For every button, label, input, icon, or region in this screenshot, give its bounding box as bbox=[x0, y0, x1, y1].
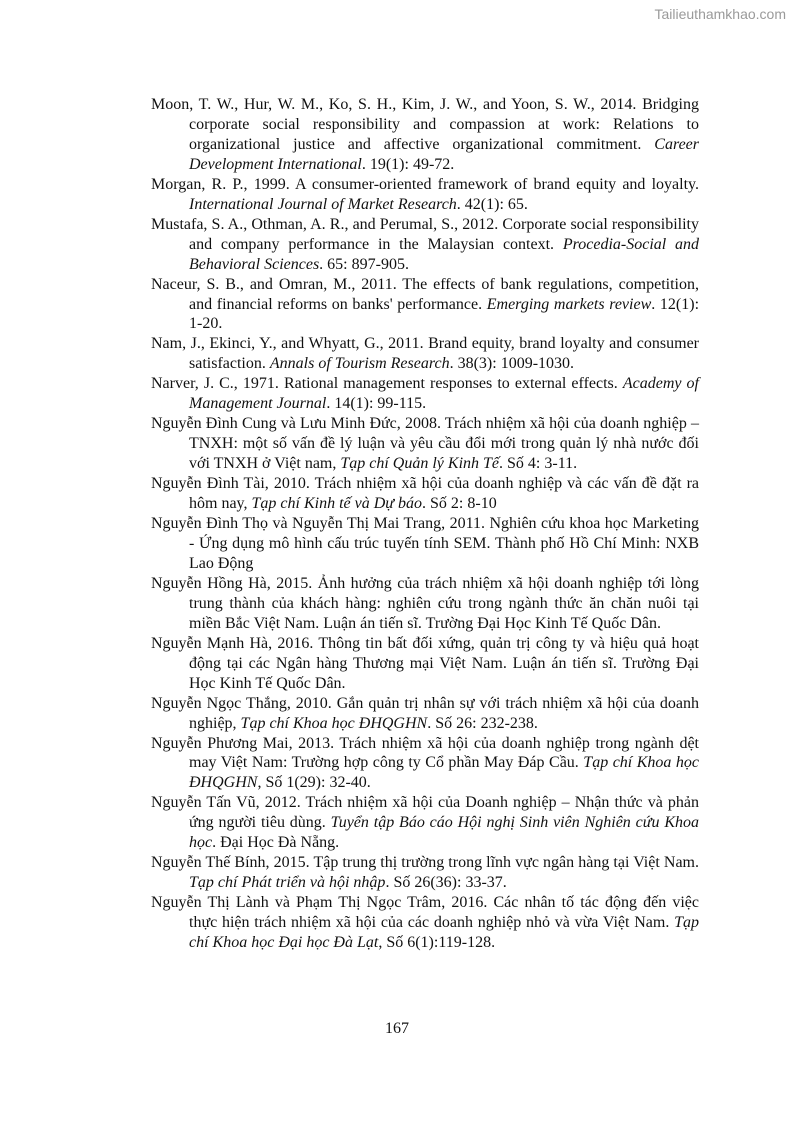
reference-text: , Số 1(29): 32-40. bbox=[257, 774, 371, 792]
reference-entry bbox=[151, 275, 699, 335]
reference-text: Nguyễn Phương Mai, 2013. Trách nhiệm xã hội của doanh nghiệp trong ngành dệt may Việt Nam: Trường hợp công ty Cổ phần May Đáp Cầu. bbox=[151, 734, 699, 772]
reference-text: Nguyễn Mạnh Hà, 2016. Thông tin bất đối xứng, quản trị công ty và hiệu quả hoạt động tại các Ngân hàng Thương mại Việt Nam. Luận án tiến sĩ. Trường Đại Học Kinh Tế Quốc Dân. bbox=[151, 634, 699, 692]
reference-entry bbox=[151, 374, 699, 414]
reference-text: . Số 26: 232-238. bbox=[427, 714, 538, 732]
reference-text: Nguyễn Thế Bính, 2015. Tập trung thị trường trong lĩnh vực ngân hàng tại Việt Nam. bbox=[151, 854, 699, 872]
reference-source-title: Tuyển tập Báo cáo Hội nghị Sinh viên Nghiên cứu Khoa học bbox=[189, 814, 700, 852]
reference-source-title: Career Development International bbox=[189, 135, 699, 173]
reference-text: Naceur, S. B., and Omran, M., 2011. The effects of bank regulations, competition, and financial reforms on banks' performance. bbox=[151, 275, 699, 313]
reference-entry bbox=[151, 334, 699, 374]
reference-text: Nguyễn Thị Lành và Phạm Thị Ngọc Trâm, 2016. Các nhân tố tác động đến việc thực hiện trách nhiệm xã hội của các doanh nghiệp nhỏ và vừa Việt Nam. bbox=[151, 894, 699, 932]
reference-source-title: Emerging markets review bbox=[486, 295, 652, 313]
reference-text: . 42(1): 65. bbox=[456, 195, 528, 213]
reference-text: Nguyễn Hồng Hà, 2015. Ảnh hưởng của trách nhiệm xã hội doanh nghiệp tới lòng trung thành của khách hàng: nghiên cứu trong ngành thức ăn chăn nuôi tại miền Bắc Việt Nam. Luận án tiến sĩ. Trường Đại Học Kinh Tế Quốc Dân. bbox=[151, 574, 699, 632]
reference-entry bbox=[151, 574, 699, 634]
reference-entry bbox=[151, 853, 699, 893]
reference-text: Nguyễn Tấn Vũ, 2012. Trách nhiệm xã hội của Doanh nghiệp – Nhận thức và phản ứng người tiêu dùng. bbox=[151, 794, 699, 832]
reference-entry bbox=[151, 175, 699, 215]
reference-source-title: Tạp chí Khoa học ĐHQGHN bbox=[240, 714, 428, 732]
watermark: Tailieuthamkhao.com bbox=[654, 6, 786, 22]
reference-source-title: Procedia-Social and Behavioral Sciences bbox=[189, 235, 700, 273]
reference-entry bbox=[151, 215, 699, 275]
reference-text: Nguyễn Đình Cung và Lưu Minh Đức, 2008. Trách nhiệm xã hội của doanh nghiệp – TNXH: một số vấn đề lý luận và yêu cầu đổi mới trong quản lý nhà nước đối với TNXH ở Việt nam, bbox=[151, 415, 699, 473]
reference-entry bbox=[151, 474, 699, 514]
reference-text: . Đại Học Đà Nẵng. bbox=[212, 834, 340, 852]
reference-text: Nguyễn Đình Tài, 2010. Trách nhiệm xã hội của doanh nghiệp và các vấn đề đặt ra hôm nay, bbox=[151, 475, 699, 513]
reference-source-title: Tạp chí Khoa học Đại học Đà Lạt bbox=[189, 914, 699, 952]
reference-entry bbox=[151, 734, 699, 794]
reference-text: . 65: 897-905. bbox=[319, 255, 409, 273]
reference-source-title: Tạp chí Khoa học ĐHQGHN bbox=[189, 754, 700, 792]
reference-text: . 19(1): 49-72. bbox=[361, 155, 455, 173]
reference-text: , Số 6(1):119-128. bbox=[378, 934, 496, 952]
reference-source-title: Tạp chí Kinh tế và Dự báo bbox=[251, 495, 423, 513]
reference-source-title: Annals of Tourism Research bbox=[269, 355, 450, 373]
reference-text: Moon, T. W., Hur, W. M., Ko, S. H., Kim, J. W., and Yoon, S. W., 2014. Bridging corporate social responsibility and compassion at work: Relations to organizational justice and affective organizational commitment. bbox=[151, 96, 699, 153]
reference-source-title: Tạp chí Quản lý Kinh Tế bbox=[340, 455, 500, 473]
reference-text: Narver, J. C., 1971. Rational management responses to external effects. bbox=[151, 375, 623, 393]
reference-text: . Số 26(36): 33-37. bbox=[385, 874, 507, 892]
reference-entry bbox=[151, 793, 699, 853]
reference-entry bbox=[151, 893, 699, 953]
reference-text: Nguyễn Ngọc Thắng, 2010. Gắn quản trị nhân sự với trách nhiệm xã hội của doanh nghiệp, bbox=[151, 694, 699, 732]
reference-text: . 12(1): 1-20. bbox=[189, 295, 700, 333]
reference-text: . Số 2: 8-10 bbox=[422, 495, 497, 513]
reference-text: . Số 4: 3-11. bbox=[499, 455, 578, 473]
reference-source-title: Academy of Management Journal bbox=[189, 375, 700, 413]
reference-entry bbox=[151, 414, 699, 474]
page-number: 167 bbox=[385, 1020, 409, 1037]
reference-entry bbox=[151, 95, 699, 175]
reference-text: . 14(1): 99-115. bbox=[326, 395, 427, 413]
reference-text: . 38(3): 1009-1030. bbox=[449, 355, 575, 373]
reference-text: Mustafa, S. A., Othman, A. R., and Perumal, S., 2012. Corporate social responsibility and company performance in the Malaysian context. bbox=[151, 215, 699, 253]
reference-entry bbox=[151, 694, 699, 734]
reference-source-title: International Journal of Market Research bbox=[189, 195, 457, 213]
reference-text: Nguyễn Đình Thọ và Nguyễn Thị Mai Trang, 2011. Nghiên cứu khoa học Marketing - Ứng dụng mô hình cấu trúc tuyến tính SEM. Thành phố Hồ Chí Minh: NXB Lao Động bbox=[151, 515, 699, 572]
reference-text: Morgan, R. P., 1999. A consumer-oriented framework of brand equity and loyalty. bbox=[151, 175, 699, 193]
reference-entry bbox=[151, 634, 699, 694]
reference-text: Nam, J., Ekinci, Y., and Whyatt, G., 2011. Brand equity, brand loyalty and consumer satisfaction. bbox=[151, 335, 699, 373]
reference-source-title: Tạp chí Phát triển và hội nhập bbox=[189, 874, 386, 892]
reference-entry bbox=[151, 514, 699, 574]
reference-list bbox=[151, 95, 699, 953]
